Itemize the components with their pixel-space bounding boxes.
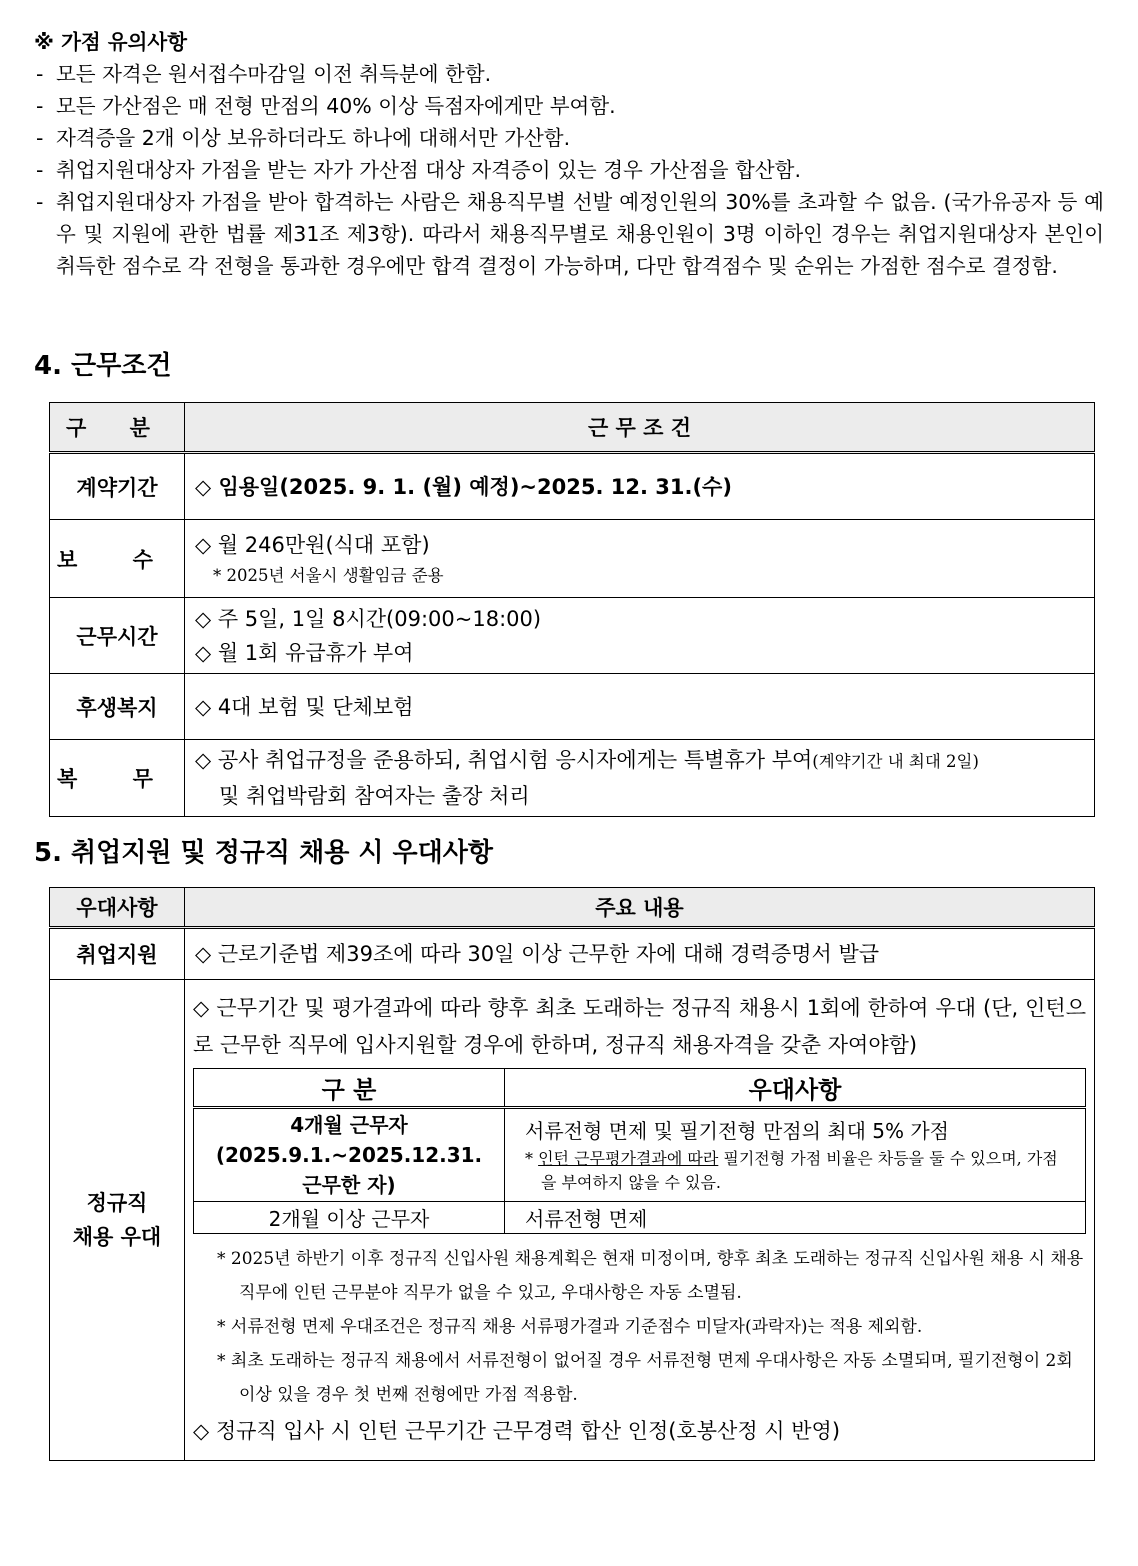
- table-row: 4개월 근무자 (2025.9.1.~2025.12.31. 근무한 자) 서류전형 면제 및 필기전형 만점의 최대 5% 가점 * 인턴 근무평가결과에 따라 필기전형 가점 비율은 차등을 둘 수 있으며, 가점을 부여하지 않을 수 있음.: [194, 1108, 1086, 1202]
- note-item: - 모든 자격은 원서접수마감일 이전 취득분에 한함.: [36, 62, 492, 86]
- table-row: [50, 598, 1095, 674]
- row-label-support: 취업지원: [50, 928, 185, 980]
- row-label-pay: 보 수: [50, 520, 185, 598]
- row-label-hours: 근무시간: [50, 598, 185, 674]
- section-5-title: 5. 취업지원 및 정규직 채용 시 우대사항: [34, 838, 494, 868]
- note-item: - 취업지원대상자 가점을 받는 자가 가산점 대상 자격증이 있는 경우 가산점을 합산함.: [36, 158, 801, 182]
- benefits-table: [49, 887, 1095, 1461]
- header-content: 주요 내용: [185, 888, 1095, 928]
- support-text: ◇ 근로기준법 제39조에 따라 30일 이상 근무한 자에 대해 경력증명서 발급: [185, 928, 1095, 980]
- regular-note: * 최초 도래하는 정규직 채용에서 서류전형이 없어질 경우 서류전형 면제 우대사항은 자동 소멸되며, 필기전형이 2회 이상 있을 경우 첫 번째 전형에만 가점 적용함.: [217, 1351, 1073, 1405]
- pay-text: ◇ 월 246만원(식대 포함): [195, 532, 430, 557]
- contract-period: ◇ 임용일(2025. 9. 1. (월) 예정)~2025. 12. 31.(수): [185, 453, 1095, 520]
- pay-sub: * 2025년 서울시 생활임금 준용: [213, 565, 444, 585]
- table-header: [194, 1069, 1086, 1108]
- inner-row1-tail: 근무한 자): [302, 1173, 396, 1197]
- table-row: [194, 1202, 1086, 1234]
- duty-text-2: 및 취업박람회 참여자는 출장 처리: [219, 784, 530, 808]
- hours-text: ◇ 주 5일, 1일 8시간(09:00~18:00): [195, 606, 542, 631]
- inner-row2-label: 2개월 이상 근무자: [194, 1202, 505, 1234]
- bonus-notes: [34, 26, 1104, 282]
- regular-note: * 2025년 하반기 이후 정규직 신입사원 채용계획은 현재 미정이며, 향후 최초 도래하는 정규직 신입사원 채용 시 채용직무에 인턴 근무분야 직무가 없을 수 있고, 우대사항은 자동 소멸됨.: [217, 1249, 1084, 1303]
- row-label-regular-2: 채용 우대: [72, 1225, 162, 1249]
- inner-row1-sub: 필기전형 가점 비율은 차등을 둘 수 있으며, 가점을 부여하지 않을 수 있음.: [541, 1149, 1058, 1192]
- work-conditions-table: [49, 402, 1095, 817]
- section-4-title: 4. 근무조건: [34, 351, 172, 381]
- header-category: 구 분: [50, 403, 185, 453]
- leave-text: ◇ 월 1회 유급휴가 부여: [195, 640, 414, 665]
- table-header: [50, 888, 1095, 928]
- row-label-contract: 계약기간: [50, 453, 185, 520]
- note-item: - 취업지원대상자 가점을 받아 합격하는 사람은 채용직무별 선발 예정인원의 30%를 초과할 수 없음. (국가유공자 등 예우 및 지원에 관한 법률 제31조 제3항). 따라서 채용직무별로 채용인원이 3명 이하인 경우는 취업지원대상자 본인이 취득한 점수로 각 전형을 통과한 경우에만 합격 결정이 가능하며, 다만 합격점수 및 순위는 가점한 점수로 결정함.: [36, 190, 1104, 278]
- inner-header-category: 구 분: [194, 1069, 505, 1108]
- inner-row2-text: 서류전형 면제: [505, 1202, 1086, 1234]
- table-row: [50, 453, 1095, 520]
- header-conditions: 근 무 조 건: [185, 403, 1095, 453]
- career-recognition: ◇ 정규직 입사 시 인턴 근무기간 근무경력 합산 인정(호봉산정 시 반영): [193, 1419, 841, 1443]
- note-item: - 자격증을 2개 이상 보유하더라도 하나에 대해서만 가산함.: [36, 126, 571, 150]
- inner-row1-sub-underlined: 인턴 근무평가결과에 따라: [538, 1149, 719, 1168]
- inner-row1-label: 4개월 근무자: [290, 1113, 408, 1137]
- inner-header-benefit: 우대사항: [505, 1069, 1086, 1108]
- notes-title: ※ 가점 유의사항: [34, 30, 188, 54]
- duty-text-small: (계약기간 내 최대 2일): [812, 752, 979, 771]
- regular-note: * 서류전형 면제 우대조건은 정규직 채용 서류평가결과 기준점수 미달자(과락자)는 적용 제외함.: [217, 1317, 923, 1337]
- preference-inner-table: [193, 1068, 1086, 1234]
- row-label-regular-1: 정규직: [86, 1191, 148, 1215]
- regular-intro: ◇ 근무기간 및 평가결과에 따라 향후 최초 도래하는 정규직 채용시 1회에 한하여 우대 (단, 인턴으로 근무한 직무에 입사지원할 경우에 한하며, 정규직 채용자격을 갖춘 자여야함): [193, 996, 1086, 1057]
- welfare-text: ◇ 4대 보험 및 단체보험: [185, 674, 1095, 740]
- inner-row1-period: (2025.9.1.~2025.12.31.: [215, 1143, 483, 1167]
- header-benefit: 우대사항: [50, 888, 185, 928]
- row-label-duty: 복 무: [50, 740, 185, 817]
- table-row: [50, 928, 1095, 980]
- note-item: - 모든 가산점은 매 전형 만점의 40% 이상 득점자에게만 부여함.: [36, 94, 616, 118]
- table-row: [50, 740, 1095, 817]
- table-header: [50, 403, 1095, 453]
- row-label-welfare: 후생복지: [50, 674, 185, 740]
- table-row: [50, 674, 1095, 740]
- duty-text: ◇ 공사 취업규정을 준용하되, 취업시험 응시자에게는 특별휴가 부여: [195, 748, 813, 772]
- table-row: [50, 520, 1095, 598]
- table-row: [50, 980, 1095, 1461]
- inner-row1-text: 서류전형 면제 및 필기전형 만점의 최대 5% 가점: [525, 1119, 949, 1143]
